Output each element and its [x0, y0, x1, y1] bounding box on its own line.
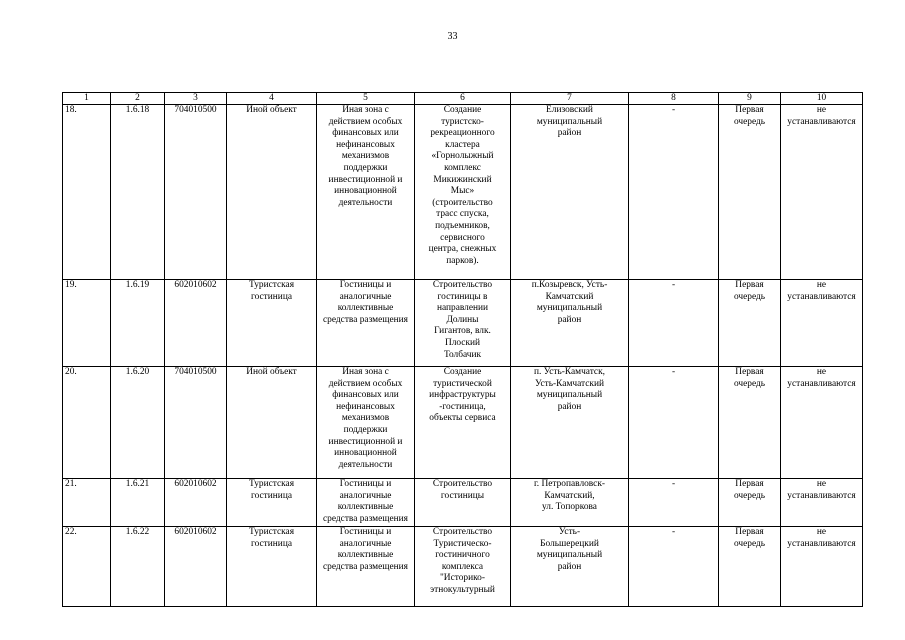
cell-line: 19.: [65, 280, 77, 290]
cell-line: Туристская: [248, 280, 295, 290]
cell-line: центра, снежных: [428, 244, 497, 255]
cell-line: 18.: [65, 105, 77, 115]
cell-line: трасс спуска,: [436, 209, 489, 220]
cell-line: не: [816, 280, 827, 290]
cell-line: рекреационного: [430, 128, 495, 139]
cell-line: 1.6.22: [125, 527, 150, 537]
column-header: 5: [317, 93, 415, 105]
cell-line: направлении: [436, 303, 489, 314]
cell-line: туристско-: [441, 116, 484, 127]
cell-purpose: [317, 280, 415, 367]
cell-line: аналогичные: [339, 538, 392, 549]
cell-line: муниципальный: [536, 390, 603, 401]
cell-row-number: [63, 280, 111, 367]
cell-line: Долины: [446, 314, 479, 325]
cell-line: туристической: [433, 378, 492, 389]
column-header: 4: [227, 93, 317, 105]
cell-line: -: [671, 105, 676, 115]
cell-line: кластера: [445, 139, 480, 150]
cell-code: [111, 105, 165, 280]
cell-zones: [781, 527, 863, 607]
cell-line: Иной объект: [246, 367, 297, 377]
cell-line: Большерецкий: [540, 538, 599, 549]
cell-line: Первая: [735, 105, 764, 115]
cell-line: Строительство: [432, 280, 493, 290]
cell-location: [511, 527, 629, 607]
cell-line: 21.: [65, 479, 77, 489]
cell-line: п.Козыревск, Усть-: [531, 280, 608, 290]
cell-line: средства размещения: [323, 513, 408, 524]
cell-line: Иной объект: [246, 105, 297, 115]
cell-line: Микижинский: [433, 174, 492, 185]
cell-object-type: [227, 280, 317, 367]
table-row: [63, 105, 863, 280]
cell-line: Иная зона с: [342, 105, 389, 115]
cell-object-type: [227, 527, 317, 607]
cell-location: [511, 105, 629, 280]
cell-line: аналогичные: [339, 291, 392, 302]
cell-line: устанавливаются: [787, 490, 856, 501]
column-header: 10: [781, 93, 863, 105]
cell-classifier: [165, 280, 227, 367]
cell-line: муниципальный: [536, 303, 603, 314]
cell-line: средства размещения: [323, 561, 408, 572]
column-header: 9: [719, 93, 781, 105]
cell-line: не: [816, 105, 827, 115]
cell-priority: [719, 367, 781, 479]
cell-purpose: [317, 479, 415, 527]
cell-line: Туристская: [248, 479, 295, 489]
cell-line: инвестиционной и: [328, 174, 403, 185]
cell-line: коллективные: [337, 550, 394, 561]
cell-classifier: [165, 367, 227, 479]
cell-line: Елизовский: [546, 105, 593, 115]
cell-priority: [719, 527, 781, 607]
cell-line: очередь: [733, 538, 766, 549]
cell-line: (строительство: [432, 197, 493, 208]
cell-line: Строительство: [432, 527, 493, 537]
cell-code: [111, 479, 165, 527]
cell-priority: [719, 479, 781, 527]
cell-line: 20.: [65, 367, 77, 377]
cell-purpose: [317, 527, 415, 607]
cell-line: подъемников,: [435, 220, 490, 231]
cell-line: гостиничного: [435, 550, 490, 561]
cell-line: устанавливаются: [787, 116, 856, 127]
cell-line: Камчатский,: [544, 490, 595, 501]
cell-line: 602010602: [174, 479, 217, 489]
table-row: [63, 527, 863, 607]
cell-line: Строительство: [432, 479, 493, 489]
cell-location: [511, 479, 629, 527]
cell-line: инновационной: [334, 448, 397, 459]
cell-line: инфраструктуры: [429, 390, 496, 401]
cell-line: Камчатский: [545, 291, 594, 302]
cell-line: Усть-Камчатский: [535, 378, 604, 389]
cell-line: устанавливаются: [787, 538, 856, 549]
cell-priority: [719, 280, 781, 367]
cell-line: Усть-: [558, 527, 581, 537]
cell-line: коллективные: [337, 303, 394, 314]
cell-description: [415, 367, 511, 479]
cell-line: Первая: [735, 367, 764, 377]
cell-line: ул. Топоркова: [542, 502, 597, 513]
cell-line: инновационной: [334, 186, 397, 197]
cell-line: не: [816, 479, 827, 489]
cell-column-8: [629, 105, 719, 280]
cell-code: [111, 280, 165, 367]
cell-zones: [781, 105, 863, 280]
cell-line: нефинансовых: [336, 401, 395, 412]
cell-column-8: [629, 280, 719, 367]
cell-line: район: [557, 128, 582, 139]
cell-line: очередь: [733, 378, 766, 389]
cell-line: сервисного: [440, 232, 485, 243]
cell-classifier: [165, 527, 227, 607]
cell-zones: [781, 479, 863, 527]
cell-description: [415, 280, 511, 367]
cell-line: -: [671, 479, 676, 489]
column-header: 1: [63, 93, 111, 105]
cell-line: -: [671, 280, 676, 290]
objects-table: [62, 92, 863, 607]
cell-row-number: [63, 527, 111, 607]
cell-line: инвестиционной и: [328, 436, 403, 447]
cell-line: механизмов: [341, 413, 390, 424]
cell-line: парков).: [446, 255, 479, 266]
cell-line: муниципальный: [536, 116, 603, 127]
cell-line: этнокультурный: [430, 584, 495, 595]
table-row: [63, 479, 863, 527]
cell-line: Создание: [443, 367, 482, 377]
cell-line: деятельности: [338, 197, 393, 208]
table-row: [63, 280, 863, 367]
cell-line: 1.6.20: [125, 367, 150, 377]
cell-line: 1.6.19: [125, 280, 150, 290]
cell-line: деятельности: [338, 459, 393, 470]
cell-line: муниципальный: [536, 550, 603, 561]
cell-line: 1.6.21: [125, 479, 150, 489]
cell-zones: [781, 367, 863, 479]
cell-line: гостиницы: [440, 490, 485, 501]
cell-line: -: [671, 367, 676, 377]
cell-line: «Горнолыжный: [431, 151, 494, 162]
cell-line: 704010500: [174, 105, 217, 115]
cell-row-number: [63, 105, 111, 280]
cell-line: Гигантов, влк.: [434, 326, 491, 337]
cell-line: финансовых или: [332, 390, 399, 401]
column-header: 3: [165, 93, 227, 105]
cell-line: Гостиницы и: [339, 479, 392, 489]
cell-purpose: [317, 105, 415, 280]
cell-line: нефинансовых: [336, 139, 395, 150]
cell-row-number: [63, 367, 111, 479]
column-header: 6: [415, 93, 511, 105]
cell-object-type: [227, 367, 317, 479]
cell-line: район: [557, 401, 582, 412]
cell-description: [415, 479, 511, 527]
cell-line: Иная зона с: [342, 367, 389, 377]
cell-line: 1.6.18: [125, 105, 150, 115]
cell-object-type: [227, 479, 317, 527]
cell-object-type: [227, 105, 317, 280]
cell-line: г. Петропавловск-: [533, 479, 606, 489]
cell-line: Гостиницы и: [339, 280, 392, 290]
cell-line: очередь: [733, 490, 766, 501]
cell-line: Первая: [735, 527, 764, 537]
cell-line: гостиница: [250, 538, 293, 549]
cell-line: Создание: [443, 105, 482, 115]
cell-column-8: [629, 527, 719, 607]
cell-line: финансовых или: [332, 128, 399, 139]
cell-row-number: [63, 479, 111, 527]
cell-line: очередь: [733, 116, 766, 127]
cell-code: [111, 527, 165, 607]
cell-line: п. Усть-Камчатск,: [534, 367, 605, 377]
cell-description: [415, 105, 511, 280]
cell-line: коллективные: [337, 502, 394, 513]
cell-line: действием особых: [328, 378, 403, 389]
cell-line: средства размещения: [323, 314, 408, 325]
cell-line: Гостиницы и: [339, 527, 392, 537]
cell-priority: [719, 105, 781, 280]
cell-code: [111, 367, 165, 479]
cell-line: район: [557, 314, 582, 325]
cell-line: аналогичные: [339, 490, 392, 501]
column-header: 8: [629, 93, 719, 105]
cell-line: очередь: [733, 291, 766, 302]
cell-line: комплекс: [444, 162, 481, 173]
cell-line: механизмов: [341, 151, 390, 162]
cell-line: не: [816, 527, 827, 537]
column-header: 2: [111, 93, 165, 105]
page-number: 33: [447, 31, 458, 42]
cell-line: 22.: [65, 527, 77, 537]
cell-line: гостиница: [250, 291, 293, 302]
cell-line: действием особых: [328, 116, 403, 127]
cell-classifier: [165, 105, 227, 280]
cell-line: Плоский: [444, 337, 481, 348]
cell-location: [511, 280, 629, 367]
cell-line: район: [557, 561, 582, 572]
cell-line: устанавливаются: [787, 291, 856, 302]
cell-line: гостиницы в: [437, 291, 488, 302]
cell-line: Толбачик: [443, 349, 482, 360]
cell-line: поддержки: [343, 424, 388, 435]
cell-line: не: [816, 367, 827, 377]
cell-line: поддержки: [343, 162, 388, 173]
cell-line: -гостиница,: [439, 401, 486, 412]
cell-location: [511, 367, 629, 479]
cell-zones: [781, 280, 863, 367]
cell-line: устанавливаются: [787, 378, 856, 389]
cell-purpose: [317, 367, 415, 479]
column-header: 7: [511, 93, 629, 105]
cell-line: Первая: [735, 280, 764, 290]
cell-line: Туристическо-: [433, 538, 492, 549]
column-number-row: [63, 93, 863, 105]
cell-line: Первая: [735, 479, 764, 489]
cell-line: Туристская: [248, 527, 295, 537]
cell-line: -: [671, 527, 676, 537]
cell-line: комплекса: [441, 561, 484, 572]
cell-column-8: [629, 479, 719, 527]
cell-line: "Историко-: [439, 573, 485, 584]
cell-description: [415, 527, 511, 607]
cell-line: 704010500: [174, 367, 217, 377]
cell-line: 602010602: [174, 280, 217, 290]
cell-line: Мыс»: [450, 186, 475, 197]
cell-line: объекты сервиса: [429, 413, 496, 424]
table-row: [63, 367, 863, 479]
cell-line: гостиница: [250, 490, 293, 501]
cell-classifier: [165, 479, 227, 527]
cell-column-8: [629, 367, 719, 479]
cell-line: 602010602: [174, 527, 217, 537]
